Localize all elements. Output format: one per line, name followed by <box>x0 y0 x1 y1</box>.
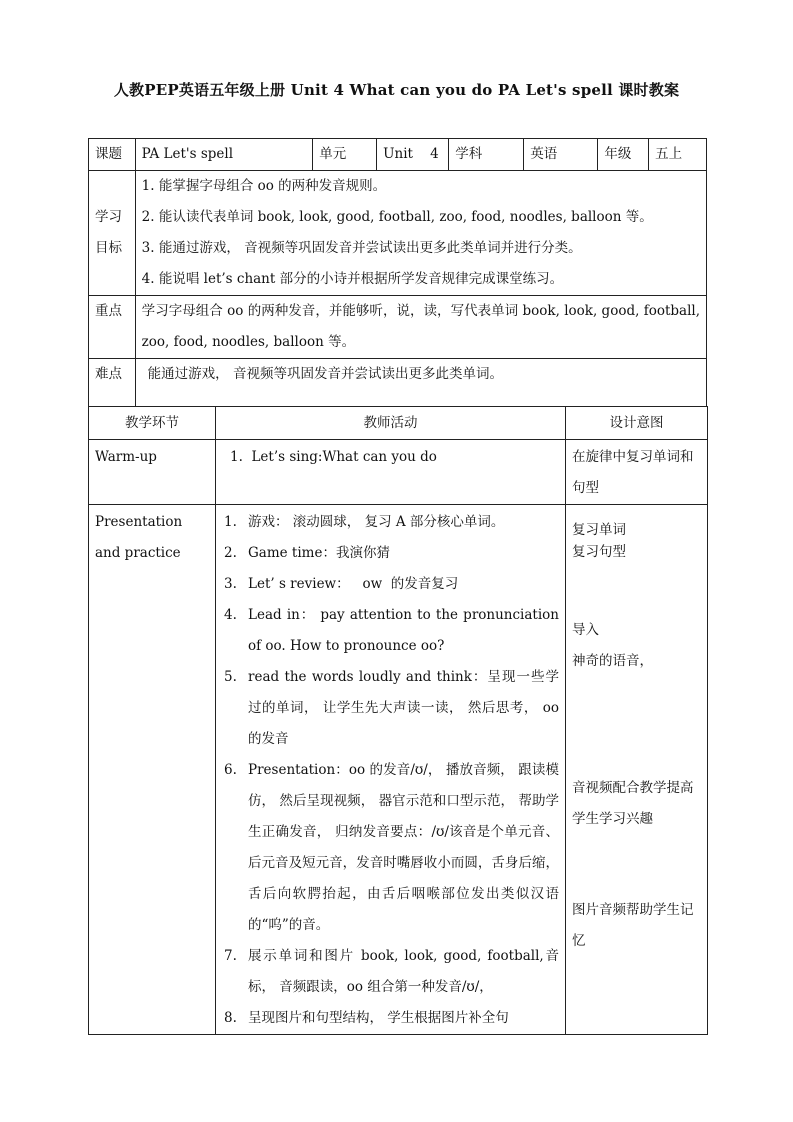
warmup-intent: 在旋律中复习单词和句型 <box>566 440 708 505</box>
xueke-value: 英语 <box>524 139 598 171</box>
goals-label <box>89 171 136 296</box>
diff-text: 能通过游戏， 音视频等巩固发音并尝试读出更多此类单词。 <box>135 359 706 407</box>
goal-item: 2. 能认读代表单词 book, look, good, football, zoo, food, noodles, balloon 等。 <box>141 209 653 225</box>
danyuan-label: 单元 <box>313 139 377 171</box>
nianji-value: 五上 <box>649 139 707 171</box>
header-intent: 设计意图 <box>566 407 708 440</box>
danyuan-value: Unit 4 <box>377 139 449 171</box>
goals-label-line2: 目标 <box>95 240 122 256</box>
presentation-activities <box>216 505 566 1035</box>
teaching-plan-table <box>88 406 708 1035</box>
keti-value: PA Let's spell <box>135 139 313 171</box>
goals-label-line1: 学习 <box>95 209 122 225</box>
warmup-stage: Warm-up <box>89 440 216 505</box>
goal-item: 1. 能掌握字母组合 oo 的两种发音规则。 <box>141 178 387 194</box>
diff-label: 难点 <box>89 359 136 407</box>
activity-item: 2. Game time：我演你猜 <box>224 545 390 561</box>
activity-item: 8. 呈现图片和句型结构， 学生根据图片补全句 <box>224 1010 509 1026</box>
activity-item: 1. 游戏： 滚动圆球， 复习 A 部分核心单词。 <box>224 514 505 530</box>
key-label: 重点 <box>89 296 136 359</box>
goals-cell <box>135 171 706 296</box>
header-stage: 教学环节 <box>89 407 216 440</box>
goal-item: 4. 能说唱 let’s chant 部分的小诗并根据所学发音规律完成课堂练习。 <box>141 271 564 287</box>
warmup-activity: 1. Let’s sing:What can you do <box>216 440 566 505</box>
page-title: 人教PEP英语五年级上册 Unit 4 What can you do PA Let's spell 课时教案 <box>113 81 680 99</box>
keti-label: 课题 <box>89 139 136 171</box>
intent-leadin: 导入 神奇的语音， <box>572 622 653 669</box>
activity-item: 7. 展示单词和图片 book, look, good, football,音标， 音频跟读，oo 组合第一种发音/ʊ/， <box>224 948 559 995</box>
presentation-intents <box>566 505 708 1035</box>
intent-video: 音视频配合教学提高学生学习兴趣 <box>572 780 694 827</box>
presentation-stage: Presentation and practice <box>89 505 216 1035</box>
key-text: 学习字母组合 oo 的两种发音，并能够听，说，读，写代表单词 book, look, good, football, zoo, food, noodles, balloon 等。 <box>135 296 706 359</box>
intent-review: 复习单词 复习句型 <box>572 522 626 560</box>
activity-item: 5. read the words loudly and think：呈现一些学过的单词， 让学生先大声读一读， 然后思考， oo 的发音 <box>224 669 559 747</box>
nianji-label: 年级 <box>598 139 649 171</box>
xueke-label: 学科 <box>449 139 524 171</box>
activity-item: 4. Lead in： pay attention to the pronunciation of oo. How to pronounce oo? <box>224 607 559 654</box>
activity-item: 3. Let’ s review： ow 的发音复习 <box>224 576 459 592</box>
goal-item: 3. 能通过游戏， 音视频等巩固发音并尝试读出更多此类单词并进行分类。 <box>141 240 582 256</box>
lesson-info-table <box>88 138 707 407</box>
intent-pictures: 图片音频帮助学生记忆 <box>572 902 694 949</box>
activity-item: 6. Presentation：oo 的发音/ʊ/， 播放音频， 跟读模仿， 然后呈现视频， 器官示范和口型示范， 帮助学生正确发音， 归纳发音要点：/ʊ/该音是个单元音、后元音及短元音，发音时嘴唇收小而圆，舌身后缩，舌后向软腭抬起，由舌后咽喉部位发出类似汉语的“呜”的音。 <box>224 762 559 933</box>
header-teacher: 教师活动 <box>216 407 566 440</box>
